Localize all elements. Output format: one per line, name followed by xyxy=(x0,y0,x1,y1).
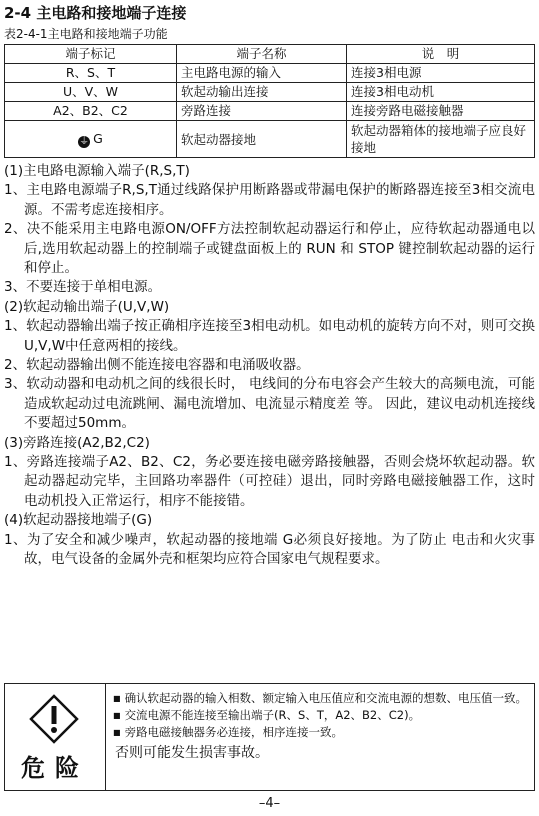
section-title: 2-4 主电路和接地端子连接 xyxy=(4,4,187,22)
table-row xyxy=(5,83,535,102)
cell-name: 软起动输出连接 xyxy=(177,83,347,102)
danger-final-note: 否则可能发生损害事故。 xyxy=(115,745,269,761)
section-heading: (3)旁路连接(A2,B2,C2) xyxy=(4,434,150,451)
cell-mark: R、S、T xyxy=(5,64,177,83)
cell-desc: 连接3相电源 xyxy=(347,64,535,83)
cell-mark: U、V、W xyxy=(5,83,177,102)
list-item: 2、决不能采用主电路电源ON/OFF方法控制软起动器运行和停止，应待软起动器通电以后,选用软起动器上的控制端子或键盘面板上的 RUN 和 STOP 键控制软起动器的运行和停止。 xyxy=(4,221,535,277)
cell-desc: 软起动器箱体的接地端子应良好接地 xyxy=(347,121,535,158)
header-description: 说 明 xyxy=(347,45,535,64)
header-terminal-mark: 端子标记 xyxy=(5,45,177,64)
cell-desc: 连接3相电动机 xyxy=(347,83,535,102)
cell-mark xyxy=(5,121,177,158)
ground-icon: ⏚ xyxy=(79,136,90,147)
terminal-table xyxy=(4,44,535,158)
list-item: 3、不要连接于单相电源。 xyxy=(4,279,162,296)
list-item: 1、主电路电源端子R,S,T通过线路保护用断路器或带漏电保护的断路器连接至3相交流电源。不需考虑连接相序。 xyxy=(4,182,535,218)
section-heading: (4)软起动器接地端子(G) xyxy=(4,512,153,529)
danger-bullet: ■ 确认软起动器的输入相数、额定输入电压值应和交流电源的想数、电压值一致。 xyxy=(113,690,533,707)
table-caption: 表2-4-1主电路和接地端子功能 xyxy=(4,27,168,41)
list-item: 1、旁路连接端子A2、B2、C2，务必要连接电磁旁路接触器，否则会烧坏软起动器。软起动器起动完毕，主回路功率器件（可控硅）退出，同时旁路电磁接触器工作，这时电动机投入正常运行，相序不能接错。 xyxy=(4,454,535,509)
section-heading: (1)主电路电源输入端子(R,S,T) xyxy=(4,163,190,179)
body-text xyxy=(4,162,535,569)
list-item: 1、软起动器输出端子按正确相序连接至3相电动机。如电动机的旋转方向不对，则可交换U,V,W中任意两相的接线。 xyxy=(4,318,535,354)
danger-label-panel xyxy=(5,684,106,790)
table-header-row xyxy=(5,45,535,64)
danger-label: 危险 xyxy=(21,754,89,782)
warning-diamond-icon xyxy=(29,694,79,744)
page-number: –4– xyxy=(258,796,281,811)
table-row xyxy=(5,121,535,158)
danger-bullet: ■ 交流电源不能连接至输出端子(R、S、T，A2、B2、C2)。 xyxy=(113,707,533,724)
cell-name: 旁路连接 xyxy=(177,102,347,121)
table-row xyxy=(5,64,535,83)
cell-mark: A2、B2、C2 xyxy=(5,102,177,121)
cell-desc: 连接旁路电磁接触器 xyxy=(347,102,535,121)
section-heading: (2)软起动输出端子(U,V,W) xyxy=(4,298,170,315)
manual-page xyxy=(4,2,535,782)
header-terminal-name: 端子名称 xyxy=(177,45,347,64)
danger-box xyxy=(4,683,535,791)
list-item: 1、为了安全和减少噪声，软起动器的接地端 G必须良好接地。为了防止 电击和火灾事故，电气设备的金属外壳和框架均应符合国家电气规程要求。 xyxy=(4,531,535,568)
ground-mark: G xyxy=(93,131,103,146)
cell-name: 软起动器接地 xyxy=(177,121,347,158)
danger-bullet: ■ 旁路电磁接触器务必连接，相序连接一致。 xyxy=(113,724,533,741)
list-item: 3、软动动器和电动机之间的线很长时， 电线间的分布电容会产生较大的高频电流，可能造成软起动过电流跳闸、漏电流增加、电流显示精度差 等。 因此，建议电动机连接线不要超过50mm。 xyxy=(4,376,535,432)
list-item: 2、软起动器输出侧不能连接电容器和电涌吸收器。 xyxy=(4,357,310,374)
danger-content xyxy=(113,690,533,762)
cell-name: 主电路电源的输入 xyxy=(177,64,347,83)
table-row xyxy=(5,102,535,121)
